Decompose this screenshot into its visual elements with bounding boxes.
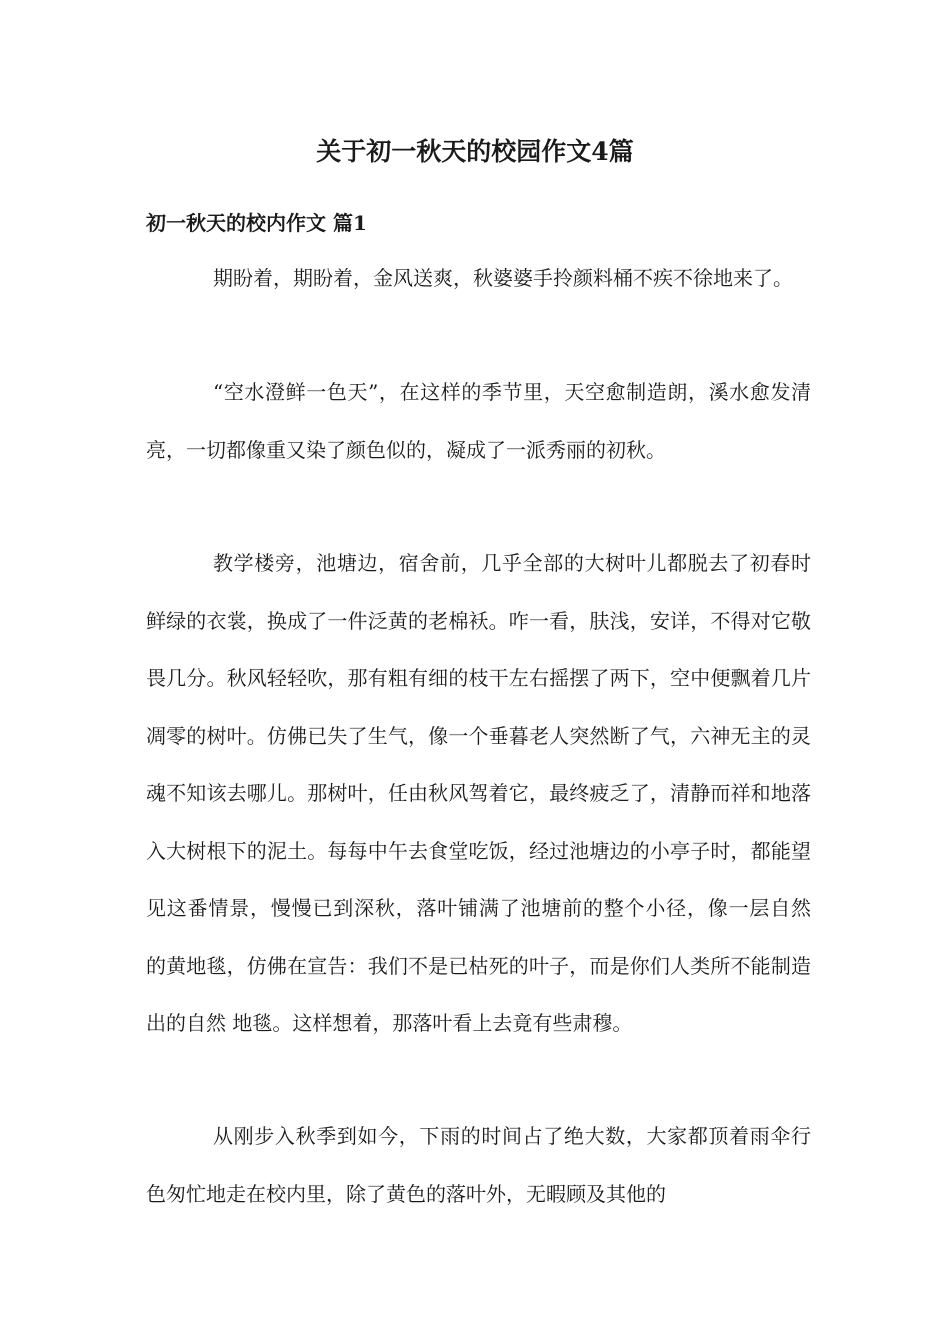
paragraph: 从刚步入秋季到如今，下雨的时间占了绝大数，大家都顶着雨伞行色匆忙地走在校内里，除了黄色的落叶外，无暇顾及其他的 (146, 1124, 811, 1206)
document-title: 关于初一秋天的校园作文4篇 (316, 137, 634, 166)
section-heading: 初一秋天的校内作文 篇1 (146, 211, 367, 235)
paragraph: 期盼着，期盼着，金风送爽，秋婆婆手拎颜料桶不疾不徐地来了。 (213, 266, 793, 290)
paragraph: 教学楼旁，池塘边，宿舍前，几乎全部的大树叶儿都脱去了初春时鲜绿的衣裳，换成了一件泛黄的老棉袄。咋一看，肤浅，安详，不得对它敬畏几分。秋风轻轻吹，那有粗有细的枝干左右摇摆了两下，空中便飘着几片凋零的树叶。仿佛已失了生气，像一个垂暮老人突然断了气，六神无主的灵魂不知该去哪儿。那树叶，任由秋风驾着它，最终疲乏了，清静而祥和地落入大树根下的泥土。每每中午去食堂吃饭，经过池塘边的小亭子时，都能望见这番情景，慢慢已到深秋，落叶铺满了池塘前的整个小径，像一层自然 的黄地毯，仿佛在宣告：我们不是已枯死的叶子，而是你们人类所不能制造出的自然 地毯。这样想着，那落叶看上去竟有些肃穆。 (146, 551, 811, 1035)
paragraph: “空水澄鲜一色天”，在这样的季节里，天空愈制造朗，溪水愈发清亮，一切都像重又染了颜色似的，凝成了一派秀丽的初秋。 (146, 380, 811, 462)
